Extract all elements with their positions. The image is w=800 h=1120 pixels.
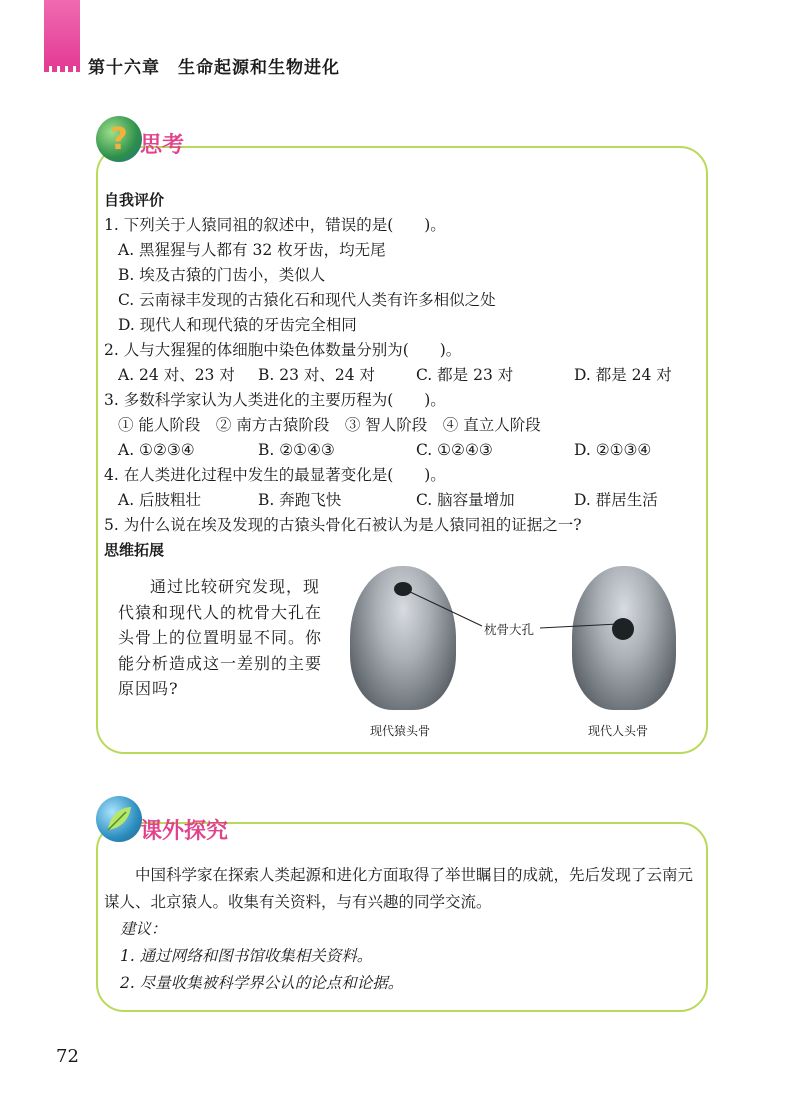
self-eval-heading: 自我评价 [104,191,165,209]
q2-option-a: A. 24 对、23 对 [118,366,235,384]
q2-option-c: C. 都是 23 对 [416,366,514,384]
q3-option-b: B. ②①④③ [258,441,335,459]
human-skull-caption: 现代人头骨 [588,724,649,738]
title-divider [236,822,244,824]
explore-content [104,862,694,997]
chapter-header [88,53,340,78]
leaf-glyph [104,804,134,834]
question-3: 3. 多数科学家认为人类进化的主要历程为( )。 [104,391,446,409]
chapter-number: 第十六章 [88,58,160,78]
q3-options [104,438,696,463]
q3-option-a: A. ①②③④ [118,441,195,459]
suggestion-1: 1. 通过网络和图书馆收集相关资料。 [120,947,373,965]
q3-stages: ① 能人阶段 ② 南方古猿阶段 ③ 智人阶段 ④ 直立人阶段 [118,416,541,434]
q2-option-b: B. 23 对、24 对 [258,366,376,384]
q1-option-a: A. 黑猩猩与人都有 32 枚牙齿，均无尾 [118,241,386,259]
q1-option-b: B. 埃及古猿的门齿小，类似人 [118,266,326,284]
explore-paragraph: 中国科学家在探索人类起源和进化方面取得了举世瞩目的成就，先后发现了云南元谋人、北京猿人。收集有关资料，与有兴趣的同学交流。 [104,866,694,911]
ape-foramen-magnum [394,582,412,596]
extension-heading: 思维拓展 [104,541,165,559]
title-divider [186,146,196,148]
q3-option-c: C. ①②④③ [416,441,493,459]
think-title: 思考 [140,133,185,158]
question-mark-icon: ? [96,116,142,162]
chapter-title: 生命起源和生物进化 [178,58,340,78]
q1-option-c: C. 云南禄丰发现的古猿化石和现代人类有许多相似之处 [118,291,496,309]
question-1: 1. 下列关于人猿同祖的叙述中，错误的是( )。 [104,216,446,234]
question-5: 5. 为什么说在埃及发现的古猿头骨化石被认为是人猿同祖的证据之一? [104,516,582,534]
suggest-label: 建议： [120,920,167,938]
q4-option-c: C. 脑容量增加 [416,491,515,509]
q4-options [104,488,696,513]
question-4: 4. 在人类进化过程中发生的最显著变化是( )。 [104,466,446,484]
q4-option-a: A. 后肢粗壮 [118,491,202,509]
q3-option-d: D. ②①③④ [574,441,652,459]
suggestion-2: 2. 尽量收集被科学界公认的论点和论据。 [120,974,404,992]
foramen-magnum-label: 枕骨大孔 [484,622,535,637]
extension-text: 通过比较研究发现，现代猿和现代人的枕骨大孔在头骨上的位置明显不同。你能分析造成这一差别的主要原因吗? [118,577,323,698]
ape-skull-caption: 现代猿头骨 [370,724,431,738]
page-number: 72 [56,1046,79,1067]
q4-option-b: B. 奔跑飞快 [258,491,342,509]
explore-title: 课外探究 [140,819,229,844]
leaf-icon [96,796,142,842]
q1-option-d: D. 现代人和现代猿的牙齿完全相同 [118,316,357,334]
q2-options [104,363,696,388]
q4-option-d: D. 群居生活 [574,491,658,509]
q2-option-d: D. 都是 24 对 [574,366,672,384]
human-foramen-magnum [612,618,634,640]
chapter-tab [44,0,80,66]
question-2: 2. 人与大猩猩的体细胞中染色体数量分别为( )。 [104,341,462,359]
self-evaluation [104,188,696,563]
